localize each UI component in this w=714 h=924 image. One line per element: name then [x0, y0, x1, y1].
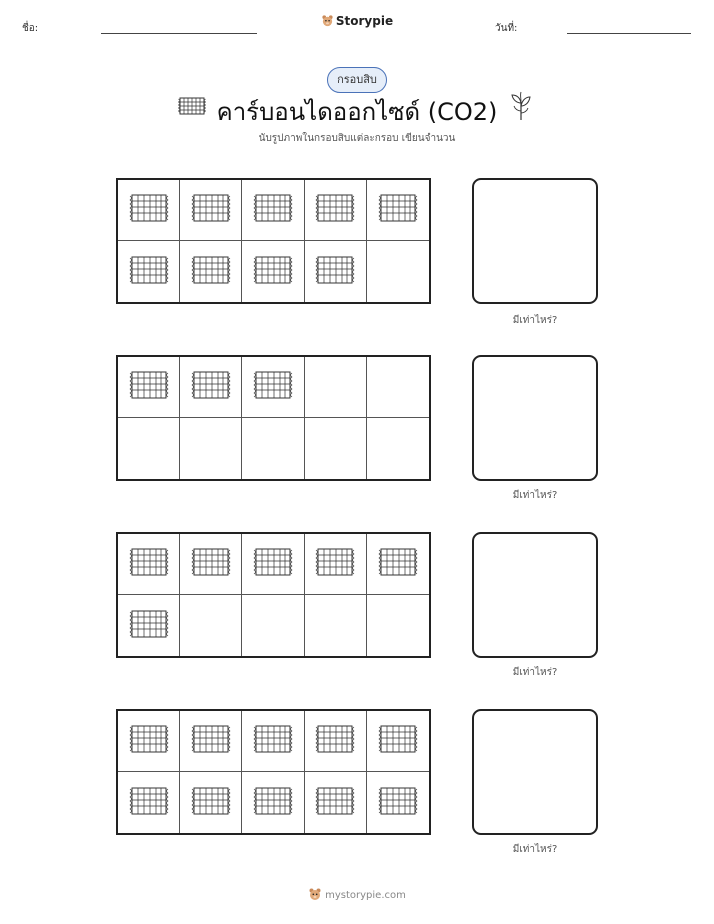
frame-cell: [180, 711, 242, 772]
answer-box-3[interactable]: [472, 532, 598, 658]
frame-cell: [305, 595, 367, 656]
date-write-line: [567, 33, 691, 34]
frame-cell: [305, 772, 367, 833]
frame-cell: [118, 772, 180, 833]
frame-cell: [305, 711, 367, 772]
frame-cell: [367, 180, 429, 241]
brand: [0, 14, 714, 28]
frame-cell: [242, 534, 304, 595]
co2-grid-icon: [190, 369, 232, 405]
frame-cell: [367, 772, 429, 833]
frame-cell: [180, 534, 242, 595]
frame-cell: [118, 534, 180, 595]
co2-grid-icon: [314, 723, 356, 759]
frame-cell: [242, 772, 304, 833]
co2-grid-icon: [128, 608, 170, 644]
co2-grid-icon: [252, 785, 294, 821]
frame-cell: [367, 595, 429, 656]
co2-grid-icon: [128, 785, 170, 821]
page-title: คาร์บอนไดออกไซด์ (CO2): [216, 98, 498, 126]
co2-grid-icon: [377, 785, 419, 821]
footer-site: mystorypie.com: [325, 890, 406, 901]
frame-cell: [242, 711, 304, 772]
co2-grid-icon: [314, 546, 356, 582]
date-label: วันที่:: [495, 23, 518, 34]
frame-cell: [118, 357, 180, 418]
co2-grid-icon: [128, 254, 170, 290]
footer: [0, 887, 714, 901]
frame-cell: [118, 180, 180, 241]
frame-cell: [367, 357, 429, 418]
question-label-1: มีเท่าไหร่?: [512, 315, 558, 326]
co2-grid-icon: [190, 546, 232, 582]
frame-cell: [367, 241, 429, 302]
frame-cell: [367, 418, 429, 479]
plant-sprout-icon: [509, 91, 533, 121]
ten-frame-1: [116, 178, 431, 304]
co2-grid-icon: [128, 192, 170, 228]
co2-grid-icon: [128, 546, 170, 582]
co2-grid-icon: [252, 192, 294, 228]
frame-cell: [242, 418, 304, 479]
frame-cell: [180, 180, 242, 241]
frame-cell: [242, 595, 304, 656]
frame-cell: [180, 241, 242, 302]
frame-cell: [118, 711, 180, 772]
co2-grid-icon: [190, 785, 232, 821]
co2-grid-icon: [128, 723, 170, 759]
co2-grid-icon: [252, 254, 294, 290]
frame-cell: [367, 534, 429, 595]
name-write-line: [101, 33, 257, 34]
frame-cell: [305, 180, 367, 241]
instructions: นับรูปภาพในกรอบสิบแต่ละกรอบ เขียนจำนวน: [258, 133, 456, 144]
co2-grid-icon: [252, 723, 294, 759]
co2-grid-icon: [314, 192, 356, 228]
question-label-3: มีเท่าไหร่?: [512, 667, 558, 678]
name-label: ชื่อ:: [22, 23, 39, 34]
co2-grid-icon: [377, 723, 419, 759]
frame-cell: [242, 241, 304, 302]
co2-grid-icon: [314, 254, 356, 290]
ten-frame-4: [116, 709, 431, 835]
co2-grid-icon: [190, 723, 232, 759]
bear-logo-icon: [308, 887, 322, 901]
co2-grid-icon: [190, 254, 232, 290]
topic-tag: กรอบสิบ: [327, 67, 387, 93]
frame-cell: [180, 595, 242, 656]
answer-box-1[interactable]: [472, 178, 598, 304]
ten-frame-3: [116, 532, 431, 658]
answer-box-2[interactable]: [472, 355, 598, 481]
co2-grid-icon: [377, 192, 419, 228]
frame-cell: [180, 418, 242, 479]
frame-cell: [118, 418, 180, 479]
frame-cell: [367, 711, 429, 772]
co2-grid-icon: [128, 369, 170, 405]
question-label-2: มีเท่าไหร่?: [512, 490, 558, 501]
frame-cell: [242, 357, 304, 418]
question-label-4: มีเท่าไหร่?: [512, 844, 558, 855]
frame-cell: [118, 595, 180, 656]
frame-cell: [118, 241, 180, 302]
frame-cell: [305, 357, 367, 418]
brand-name: Storypie: [335, 14, 394, 28]
frame-cell: [305, 241, 367, 302]
frame-cell: [305, 418, 367, 479]
bear-logo-icon: [321, 14, 334, 27]
frame-cell: [180, 357, 242, 418]
co2-grid-icon: [190, 192, 232, 228]
co2-grid-icon: [314, 785, 356, 821]
frame-cell: [305, 534, 367, 595]
co2-grid-icon: [252, 546, 294, 582]
ten-frame-2: [116, 355, 431, 481]
co2-grid-icon: [377, 546, 419, 582]
frame-cell: [180, 772, 242, 833]
answer-box-4[interactable]: [472, 709, 598, 835]
co2-grid-icon: [252, 369, 294, 405]
frame-cell: [242, 180, 304, 241]
